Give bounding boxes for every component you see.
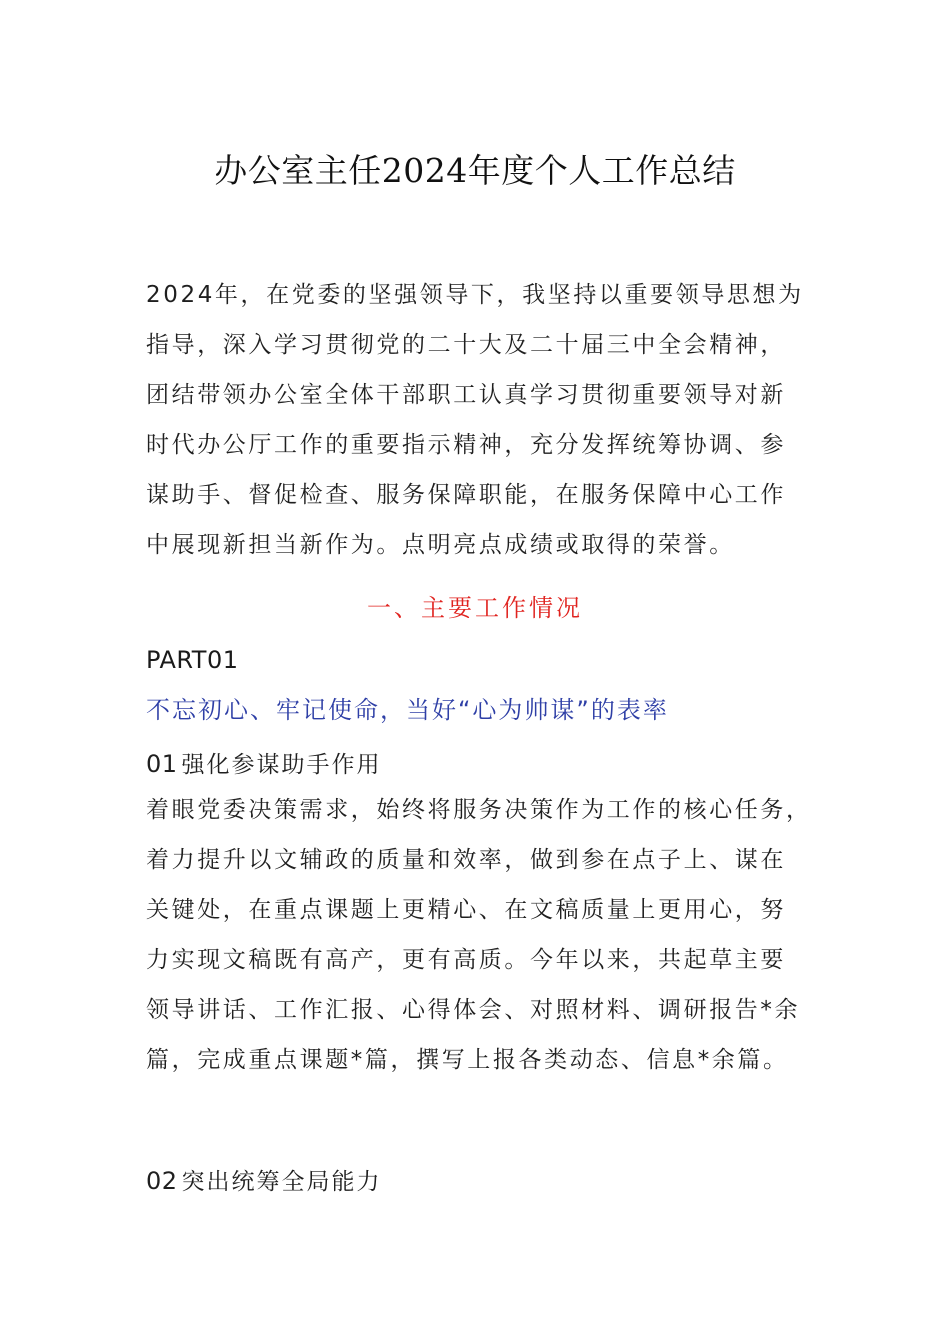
intro-line: 时代办公厅工作的重要指示精神，充分发挥统筹协调、参 <box>146 432 786 458</box>
section-heading: 一、主要工作情况 <box>367 594 583 622</box>
paragraph-line: 着力提升以文辅政的质量和效率，做到参在点子上、谋在 <box>146 847 786 873</box>
intro-line: 中展现新担当新作为。点明亮点成绩或取得的荣誉。 <box>146 532 735 558</box>
item-heading-02 <box>146 1163 382 1196</box>
intro-line: 指导，深入学习贯彻党的二十大及二十届三中全会精神， <box>146 332 786 358</box>
item-01-paragraph <box>146 785 811 1085</box>
item-heading-01 <box>146 746 382 779</box>
part-label: PART01 <box>146 646 239 674</box>
intro-paragraph <box>146 270 811 570</box>
document-title: 办公室主任2024年度个人工作总结 <box>214 151 736 190</box>
item-number: 01 <box>146 750 178 778</box>
intro-line: 2024年，在党委的坚强领导下，我坚持以重要领导思想为 <box>146 282 804 308</box>
paragraph-line: 关键处，在重点课题上更精心、在文稿质量上更用心，努 <box>146 897 786 923</box>
paragraph-line: 力实现文稿既有高产，更有高质。今年以来，共起草主要 <box>146 947 786 973</box>
paragraph-line: 领导讲话、工作汇报、心得体会、对照材料、调研报告*余 <box>146 997 801 1023</box>
paragraph-line: 篇，完成重点课题*篇，撰写上报各类动态、信息*余篇。 <box>146 1047 789 1073</box>
intro-line: 谋助手、督促检查、服务保障职能，在服务保障中心工作 <box>146 482 786 508</box>
item-number: 02 <box>146 1167 178 1195</box>
item-heading-text: 突出统筹全局能力 <box>181 1169 382 1195</box>
item-heading-text: 强化参谋助手作用 <box>181 752 382 778</box>
intro-line: 团结带领办公室全体干部职工认真学习贯彻重要领导对新 <box>146 382 786 408</box>
part-subtitle: 不忘初心、牢记使命，当好“心为帅谋”的表率 <box>146 696 669 724</box>
paragraph-line: 着眼党委决策需求，始终将服务决策作为工作的核心任务， <box>146 797 812 823</box>
